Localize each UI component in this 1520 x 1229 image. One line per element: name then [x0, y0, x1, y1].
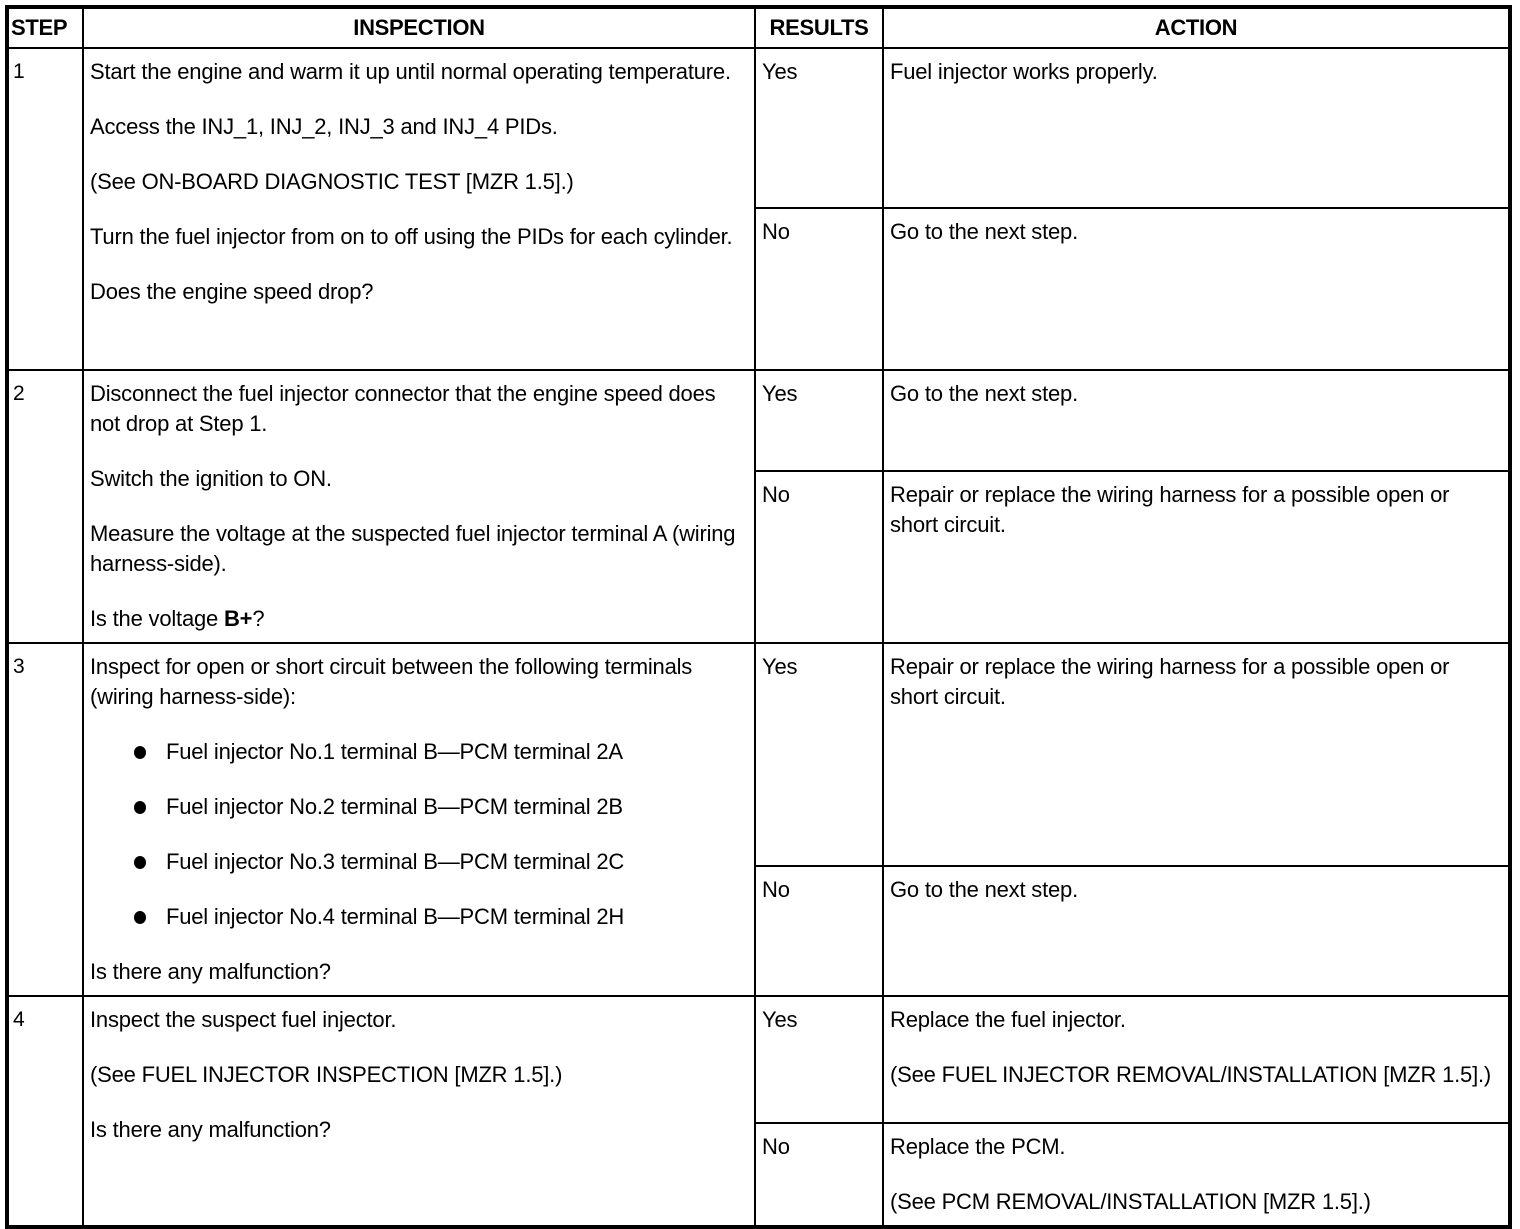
terminal-pair: Fuel injector No.1 terminal B—PCM terminal 2A [166, 739, 623, 764]
inspection-text: Disconnect the fuel injector connector that the engine speed does not drop at Step 1. [90, 381, 716, 436]
header-results: RESULTS [755, 7, 883, 48]
action-text: Repair or replace the wiring harness for a possible open or short circuit. [890, 481, 1450, 537]
list-item [132, 792, 742, 822]
header-step: STEP [7, 7, 83, 48]
result-yes: Yes [755, 370, 883, 471]
action-yes [883, 48, 1510, 208]
bullet-icon [134, 856, 146, 869]
inspection-text: Inspect for open or short circuit between the following terminals (wiring harness-side): [90, 654, 693, 709]
result-yes: Yes [755, 643, 883, 866]
step-2-inspection [83, 370, 755, 643]
question-suffix: ? [252, 606, 265, 631]
bullet-icon [134, 801, 146, 814]
result-no: No [755, 208, 883, 370]
inspection-text: Inspect the suspect fuel injector. [90, 1007, 397, 1032]
question-prefix: Is the voltage [90, 606, 224, 631]
result-yes: Yes [755, 996, 883, 1123]
action-no [883, 471, 1510, 643]
action-text: Replace the PCM. [890, 1134, 1066, 1159]
action-text: Go to the next step. [890, 876, 1079, 902]
action-no [883, 1123, 1510, 1227]
list-item [132, 737, 742, 767]
action-no [883, 208, 1510, 370]
step-number: 4 [7, 996, 83, 1227]
question-text: Is there any malfunction? [90, 1117, 331, 1142]
step-number: 2 [7, 370, 83, 643]
action-text: Repair or replace the wiring harness for a possible open or short circuit. [890, 654, 1450, 709]
header-action: ACTION [883, 7, 1510, 48]
action-yes [883, 996, 1510, 1123]
inspection-text: Measure the voltage at the suspected fuel injector terminal A (wiring harness-side). [90, 521, 736, 576]
result-no: No [755, 1123, 883, 1227]
step-1-yes-row [7, 48, 1510, 208]
question-text: Does the engine speed drop? [90, 279, 374, 304]
result-no: No [755, 866, 883, 996]
terminal-pair: Fuel injector No.4 terminal B—PCM terminal 2H [166, 904, 625, 929]
reference-text: (See FUEL INJECTOR REMOVAL/INSTALLATION [MZR 1.5].) [890, 1062, 1492, 1087]
inspection-text: Access the INJ_1, INJ_2, INJ_3 and INJ_4 PIDs. [90, 114, 558, 139]
inspection-text: Turn the fuel injector from on to off using the PIDs for each cylinder. [90, 224, 733, 249]
step-number: 1 [7, 48, 83, 370]
question-text [90, 604, 742, 634]
step-4-yes-row [7, 996, 1510, 1123]
bullet-icon [134, 911, 146, 924]
bullet-icon [134, 746, 146, 759]
action-text: Replace the fuel injector. [890, 1007, 1126, 1032]
inspection-text: Switch the ignition to ON. [90, 466, 332, 491]
step-1-inspection [83, 48, 755, 370]
action-no [883, 866, 1510, 996]
action-text: Fuel injector works properly. [890, 59, 1158, 84]
inspection-text: Start the engine and warm it up until normal operating temperature. [90, 59, 731, 84]
reference-text: (See ON-BOARD DIAGNOSTIC TEST [MZR 1.5].) [90, 169, 574, 194]
list-item [132, 902, 742, 932]
header-inspection: INSPECTION [83, 7, 755, 48]
voltage-value: B+ [223, 606, 253, 631]
reference-text: (See PCM REMOVAL/INSTALLATION [MZR 1.5].) [890, 1189, 1371, 1214]
step-3-inspection [83, 643, 755, 996]
action-yes [883, 370, 1510, 471]
header-row [7, 7, 1510, 48]
result-no: No [755, 471, 883, 643]
step-2-yes-row [7, 370, 1510, 471]
step-4-inspection [83, 996, 755, 1227]
terminal-pair: Fuel injector No.3 terminal B—PCM terminal 2C [166, 849, 625, 874]
action-text: Go to the next step. [890, 219, 1079, 244]
terminal-pair: Fuel injector No.2 terminal B—PCM terminal 2B [166, 794, 623, 819]
terminal-list [90, 737, 742, 932]
step-number: 3 [7, 643, 83, 996]
result-yes: Yes [755, 48, 883, 208]
action-yes [883, 643, 1510, 866]
list-item [132, 847, 742, 877]
question-text: Is there any malfunction? [90, 959, 331, 984]
action-text: Go to the next step. [890, 381, 1079, 406]
step-3-yes-row [7, 643, 1510, 866]
reference-text: (See FUEL INJECTOR INSPECTION [MZR 1.5].) [90, 1062, 563, 1087]
diagnostic-procedure-table [5, 5, 1512, 1229]
